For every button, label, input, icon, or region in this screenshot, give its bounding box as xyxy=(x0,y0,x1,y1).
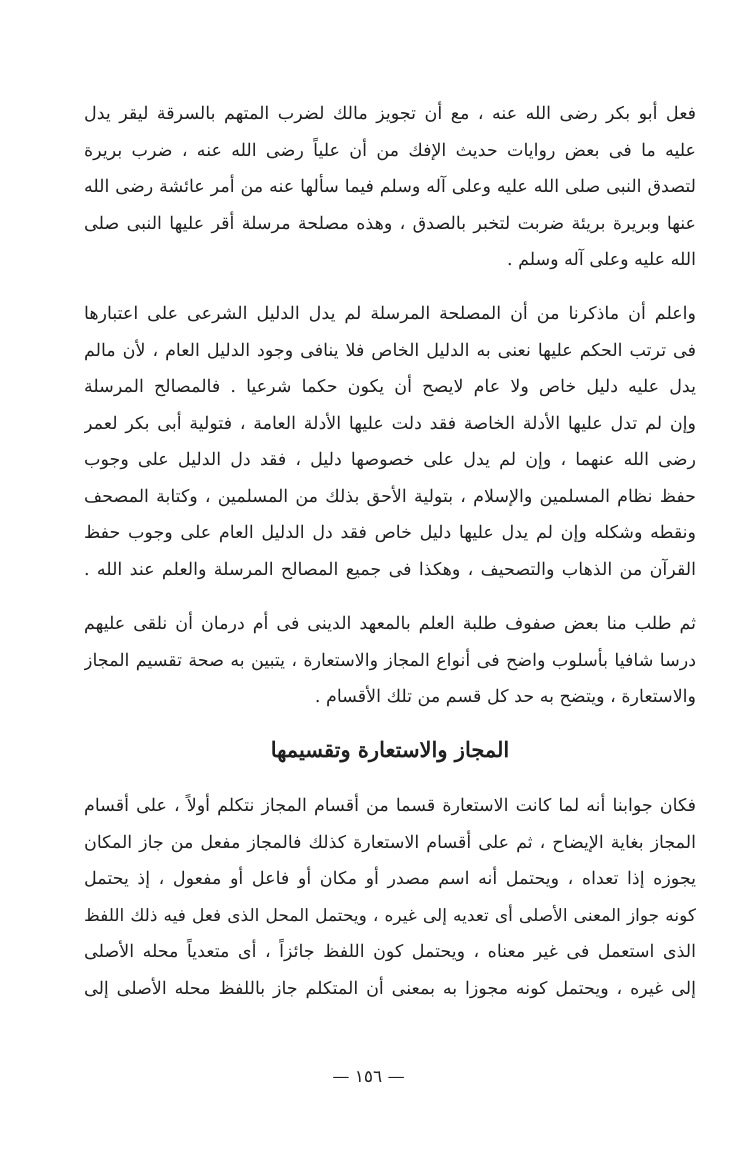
text-line: رضى الله عنهما ، وإن لم يدل على خصوصها دليل ، فقد دل الدليل على وجوب xyxy=(84,450,696,470)
text-line: ونقطه وشكله وإن لم يدل عليها دليل خاص فقد دل الدليل العام على وجوب حفظ xyxy=(84,523,696,543)
text-line: واعلم أن ماذكرنا من أن المصلحة المرسلة لم يدل الدليل الشرعى على اعتبارها xyxy=(84,304,696,324)
text-line: عليه ما فى بعض روايات حديث الإفك من أن علياً رضى الله عنه ، ضرب بريرة xyxy=(84,140,696,161)
text-line: يجوزه إذا تعداه ، ويحتمل أنه اسم مصدر أو مكان أو فاعل أو مفعول ، إذ يحتمل xyxy=(84,869,696,889)
text-line: والاستعارة ، ويتضح به حد كل قسم من تلك الأقسام . xyxy=(314,687,696,707)
text-line: حفظ نظام المسلمين والإسلام ، بتولية الأحق بذلك من المسلمين ، وكتابة المصحف xyxy=(84,486,696,507)
text-line: كونه جواز المعنى الأصلى أى تعديه إلى غيره ، ويحتمل المحل الذى فعل فيه ذلك اللفظ xyxy=(84,905,696,926)
paragraph-3 xyxy=(84,606,696,716)
text-line: عنها وبريرة بريئة ضربت لتخبر بالصدق ، وهذه مصلحة مرسلة أقر عليها النبى صلى xyxy=(84,213,696,234)
text-line: المجاز بغاية الإيضاح ، ثم على أقسام الاستعارة كذلك فالمجاز مفعل من جاز المكان xyxy=(84,832,696,853)
text-line: فعل أبو بكر رضى الله عنه ، مع أن تجويز مالك لضرب المتهم بالسرقة ليقر يدل xyxy=(84,104,696,124)
text-line: يدل عليه دليل خاص ولا عام لايصح أن يكون حكما شرعيا . فالمصالح المرسلة xyxy=(84,377,696,397)
text-line: إلى غيره ، ويحتمل كونه مجوزا به بمعنى أن المتكلم جاز باللفظ محله الأصلى إلى xyxy=(84,978,696,999)
paragraph-4 xyxy=(84,788,696,1007)
text-line: ثم طلب منا بعض صفوف طلبة العلم بالمعهد الدينى فى أم درمان أن نلقى عليهم xyxy=(84,614,696,634)
paragraph-1 xyxy=(84,96,696,279)
section-heading: المجاز والاستعارة وتقسيمها xyxy=(270,737,510,762)
text-line: لتصدق النبى صلى الله عليه وعلى آله وسلم فيما سألها عنه من أمر عائشة رضى الله xyxy=(84,177,696,197)
text-line: الذى استعمل فى غير معناه ، ويحتمل كون اللفظ جائزاً ، أى متعدياً محله الأصلى xyxy=(84,942,696,962)
paragraph-2 xyxy=(84,296,696,588)
text-line: الله عليه وعلى آله وسلم . xyxy=(506,250,696,270)
text-line: درسا شافيا بأسلوب واضح فى أنواع المجاز والاستعارة ، يتبين به صحة تقسيم المجاز xyxy=(84,650,696,671)
page-number: — ١٥٦ — xyxy=(332,1067,405,1087)
text-line: وإن لم تدل عليها الأدلة الخاصة فقد دلت عليها الأدلة العامة ، فتولية أبى بكر لعمر xyxy=(84,413,696,434)
text-line: القرآن من الذهاب والتصحيف ، وهكذا فى جميع المصالح المرسلة والعلم عند الله . xyxy=(84,559,696,580)
text-line: فى ترتب الحكم عليها نعنى به الدليل الخاص فلا ينافى وجود الدليل العام ، لأن مالم xyxy=(84,340,696,361)
text-line: فكان جوابنا أنه لما كانت الاستعارة قسما من أقسام المجاز نتكلم أولاً ، على أقسام xyxy=(84,796,696,816)
